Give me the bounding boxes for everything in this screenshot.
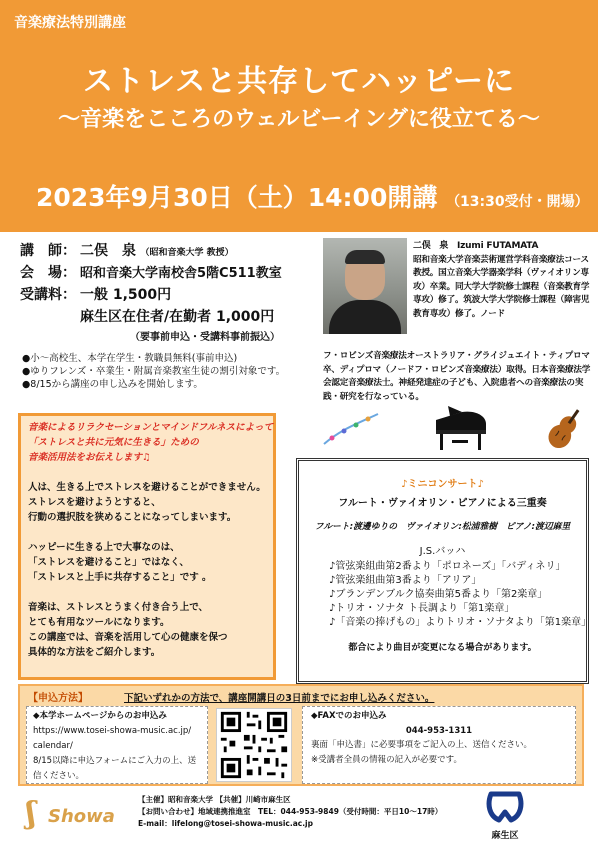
fax-note: ※受講者全員の情報の記入が必要です。 bbox=[311, 754, 462, 765]
application-section bbox=[18, 684, 584, 786]
bullet-item: ●小～高校生、本学在学生・教職員無料(事前申込) bbox=[22, 353, 238, 364]
message-lead-line: 「ストレスと共に元気に生きる」ための bbox=[28, 437, 199, 448]
web-url[interactable]: https://www.tosei-showa-music.ac.jp/ bbox=[33, 726, 192, 736]
program-item: ♪管弦楽組曲第2番より「ポロネーズ」「バディネリ」 bbox=[329, 561, 566, 572]
program-item: ♪「音楽の捧げもの」よりトリオ・ソナタより「第1楽章」 bbox=[329, 617, 592, 628]
message-lead-line: 音楽活用法をお伝えします♫ bbox=[28, 452, 151, 463]
lecturer-bio-continued: フ・ロビンズ音楽療法オーストラリア・グライジュエイト・ティプロマ卒、ディプロマ（ノードフ・ロビンズ音楽療法）取得。日本音楽療法学会認定音楽療法士。神経発達症の子ども、入院患者への音楽療法の実践・研究を行なっている。 bbox=[323, 351, 591, 402]
lecturer-bio bbox=[413, 240, 591, 321]
message-line: 「ストレスと上手に共存すること」です 。 bbox=[28, 572, 212, 583]
message-line: 行動の選択肢を狭めることになってしまいます。 bbox=[28, 512, 237, 523]
message-lead-line: 音楽によるリラクセーションとマインドフルネスによって bbox=[28, 422, 274, 433]
message-line: この講座では、音楽を活用して心の健康を保つ bbox=[28, 632, 228, 643]
fee-row bbox=[20, 284, 320, 306]
email-line[interactable]: E-mail：lifelong@tosei-showa-music.ac.jp bbox=[138, 819, 313, 828]
message-line: 具体的な方法をご紹介します。 bbox=[28, 647, 161, 658]
bullet-item: ●ゆりフレンズ・卒業生・附属音楽教室生徒の割引対象です。 bbox=[22, 366, 286, 377]
message-para bbox=[28, 600, 266, 660]
organizer-info bbox=[138, 794, 442, 830]
concert-program bbox=[299, 560, 592, 630]
program-item: ♪トリオ・ソナタ ト長調より「第1楽章」 bbox=[329, 603, 515, 614]
lecturer-name: 二俣 泉 bbox=[80, 243, 136, 259]
showa-logo bbox=[26, 792, 126, 840]
footer bbox=[0, 788, 598, 846]
message-line: ストレスを避けようとすると、 bbox=[28, 497, 161, 508]
application-title: 【申込方法】 bbox=[28, 693, 88, 704]
program-item: ♪管弦楽組曲第3番より「アリア」 bbox=[329, 575, 482, 586]
reception-time: （13:30受付・開場） bbox=[446, 194, 589, 210]
concert-players: フルート:渡邊ゆりの ヴァイオリン:松浦雅樹 ピアノ:渡辺麻里 bbox=[314, 522, 571, 532]
fax-application-panel bbox=[302, 706, 576, 784]
fee-general: 一般 1,500円 bbox=[80, 287, 172, 303]
qr-code-icon[interactable] bbox=[216, 708, 292, 782]
event-info bbox=[20, 240, 320, 344]
message-para bbox=[28, 540, 266, 585]
series-label: 音楽療法特別講座 bbox=[14, 15, 126, 31]
photo-body bbox=[329, 300, 401, 334]
asao-ward-logo bbox=[480, 790, 530, 842]
mini-concert-box bbox=[296, 458, 592, 684]
asao-label: 麻生区 bbox=[491, 831, 519, 841]
venue-value: 昭和音楽大学南校舎5階C511教室 bbox=[80, 266, 282, 281]
info-bullets bbox=[22, 352, 285, 391]
fax-title: ◆FAXでのお申込み bbox=[311, 711, 387, 721]
web-note: 8/15以降に申込フォームにご入力の上、送信ください。 bbox=[33, 756, 197, 781]
organizer-line: 【主催】昭和音楽大学 【共催】川崎市麻生区 bbox=[138, 795, 291, 804]
concert-title: ♪ミニコンサート♪ bbox=[401, 479, 484, 490]
event-datetime bbox=[36, 178, 589, 214]
concert-subtitle: フルート・ヴァイオリン・ピアノによる三重奏 bbox=[338, 498, 547, 509]
page-title: ストレスと共存してハッピーに bbox=[83, 64, 515, 99]
fax-note: 裏面「申込書」に必要事項をご記入の上、送信ください。 bbox=[311, 740, 533, 750]
program-item: ♪ブランデンブルク協奏曲第5番より「第2楽章」 bbox=[329, 589, 548, 600]
message-line: 音楽は、ストレスとうまく付き合う上で、 bbox=[28, 602, 209, 613]
lecturer-label: 講 師： bbox=[20, 243, 76, 259]
page-subtitle: ～音楽をこころのウェルビーイングに役立てる～ bbox=[58, 107, 540, 132]
lecturer-note: （昭和音楽大学 教授） bbox=[140, 248, 234, 258]
message-para bbox=[28, 480, 266, 525]
message-line: とても有用なツールになります。 bbox=[28, 617, 170, 628]
message-line: ハッピーに生きる上で大事なのは、 bbox=[28, 542, 180, 553]
lecturer-row bbox=[20, 240, 320, 262]
web-title: ◆本学ホームページからのお申込み bbox=[33, 711, 167, 721]
message-box bbox=[18, 413, 276, 680]
lecturer-photo bbox=[323, 238, 407, 334]
bullet-item: ●8/15から講座の申し込みを開始します。 bbox=[22, 379, 203, 390]
message-line: 「ストレスを避けること」ではなく、 bbox=[28, 557, 190, 568]
web-application-panel bbox=[26, 706, 208, 784]
bio-text: 昭和音楽大学音楽芸術運営学科音楽療法コース教授。国立音楽大学器楽学科（ヴァイオリン専攻）卒業。同大学大学院修士課程（音楽教育学専攻）修了。筑波大学大学院修士課程（障害児教育専攻）修了。ノード bbox=[413, 254, 590, 319]
asao-emblem-icon bbox=[485, 790, 525, 824]
venue-label: 会 場： bbox=[20, 265, 76, 281]
lecturer-value bbox=[80, 240, 234, 260]
grand-piano-icon bbox=[432, 406, 490, 452]
datetime-main: 2023年9月30日（土）14:00開講 bbox=[36, 183, 438, 212]
concert-note: 都合により曲目が変更になる場合があります。 bbox=[348, 643, 537, 653]
web-url-cont[interactable]: calendar/ bbox=[33, 741, 73, 751]
message-lead bbox=[28, 420, 274, 465]
header-banner bbox=[0, 0, 598, 232]
contact-line: 【お問い合わせ】地域連携推進室 TEL：044-953-9849（受付時間：平日10～17時） bbox=[138, 807, 443, 816]
venue-row bbox=[20, 262, 320, 284]
fax-number: 044-953-1311 bbox=[405, 725, 473, 736]
concert-composer: J.S.バッハ bbox=[419, 546, 466, 557]
violin-icon bbox=[540, 404, 590, 454]
fee-note: （要事前申込・受講料事前振込） bbox=[130, 332, 280, 343]
application-text: 下記いずれかの方法で、講座開講日の3日前までにお申し込みください。 bbox=[124, 693, 435, 704]
fee-label: 受講料： bbox=[20, 287, 76, 303]
photo-hair bbox=[345, 250, 385, 264]
lecturer-fullname: 二俣 泉 Izumi FUTAMATA bbox=[413, 241, 539, 251]
showa-mark-icon: ʃ bbox=[26, 796, 36, 831]
fee-local: 麻生区在住者/在勤者 1,000円 bbox=[80, 309, 275, 325]
music-notes-icon bbox=[320, 410, 380, 450]
showa-logo-word: Showa bbox=[48, 806, 115, 827]
message-line: 人は、生きる上でストレスを避けることができません。 bbox=[28, 482, 266, 493]
